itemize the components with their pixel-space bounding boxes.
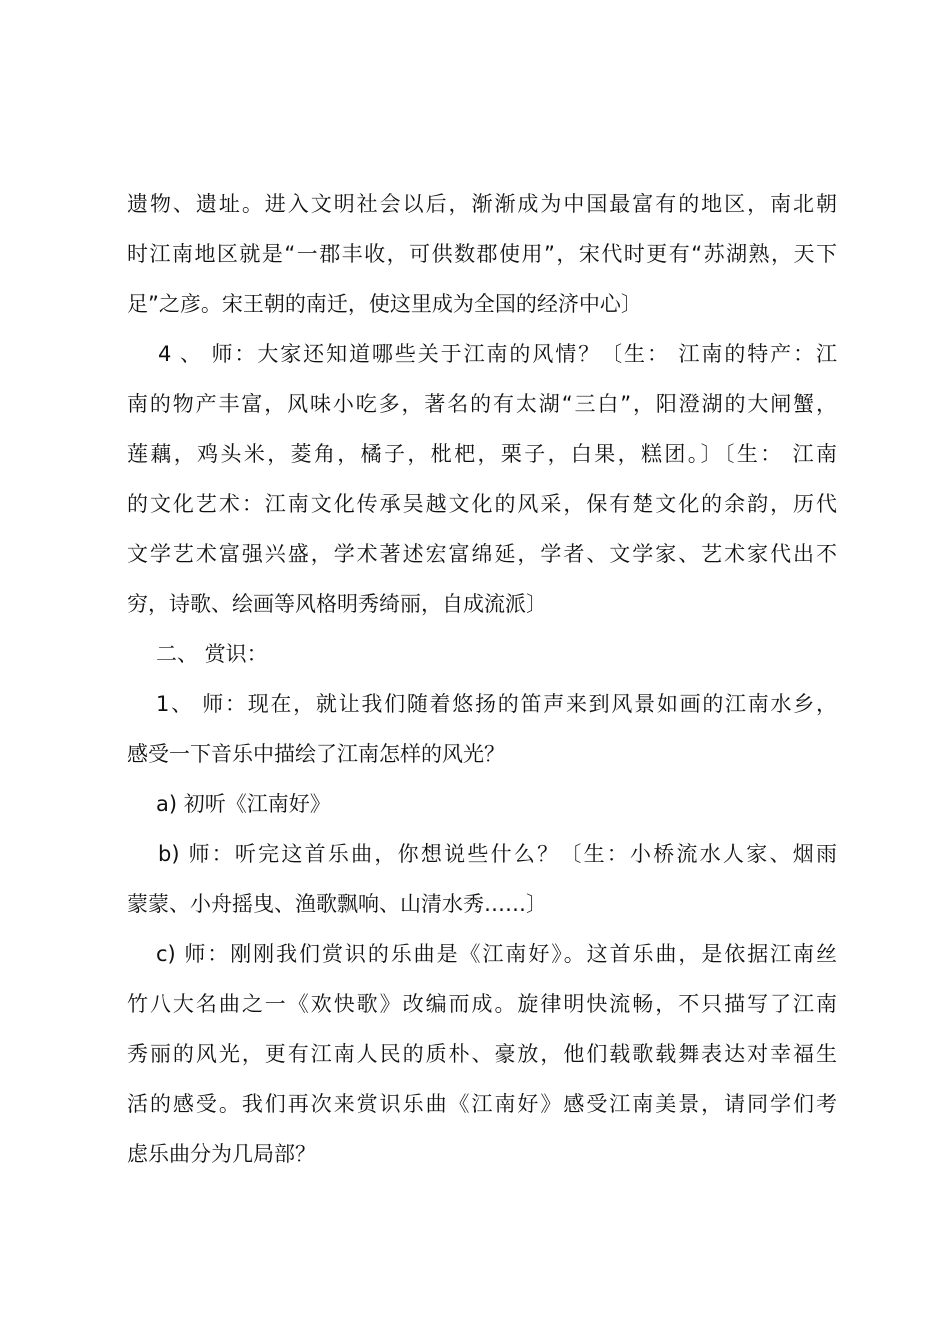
text-line-15: 蒙蒙、小舟摇曳、渔歌飘响、山清水秀……〕 [127, 892, 547, 916]
text-line-7: 的文化艺术：江南文化传承吴越文化的风采，保有楚文化的余韵，历代 [127, 492, 837, 516]
text-line-5: 南的物产丰富，风味小吃多，著名的有太湖“三白”，阳澄湖的大闸蟹， [127, 392, 837, 416]
text-line-3: 足”之彦。宋王朝的南迁，使这里成为全国的经济中心〕 [127, 292, 642, 316]
text-line-2: 时江南地区就是“一郡丰收，可供数郡使用”，宋代时更有“苏湖熟，天下 [127, 242, 837, 266]
text-line-8: 文学艺术富强兴盛，学术著述宏富绵延，学者、文学家、艺术家代出不 [127, 542, 837, 566]
text-line-11: 1、 师：现在，就让我们随着悠扬的笛声来到风景如画的江南水乡， [156, 692, 837, 716]
list-item-c: c) 师：刚刚我们赏识的乐曲是《江南好》。这首乐曲，是依据江南丝 [156, 942, 837, 966]
text-line-17: 竹八大名曲之一《欢快歌》改编而成。旋律明快流畅，不只描写了江南 [127, 992, 837, 1016]
section-heading: 二、 赏识： [156, 642, 268, 666]
text-line-6: 莲藕，鸡头米，菱角，橘子，枇杷，栗子，白果，糕团。〕〔生： 江南 [127, 442, 837, 466]
text-line-20: 虑乐曲分为几局部？ [127, 1142, 316, 1166]
text-line-12: 感受一下音乐中描绘了江南怎样的风光？ [127, 742, 505, 766]
text-line-1: 遗物、遗址。进入文明社会以后，渐渐成为中国最富有的地区，南北朝 [127, 192, 837, 216]
list-item-b: b) 师：听完这首乐曲，你想说些什么？〔生：小桥流水人家、烟雨 [158, 842, 837, 866]
text-line-18: 秀丽的风光，更有江南人民的质朴、豪放，他们载歌载舞表达对幸福生 [127, 1042, 837, 1066]
text-line-4: 4 、 师：大家还知道哪些关于江南的风情？〔生： 江南的特产：江 [158, 342, 837, 366]
list-item-a: a) 初听《江南好》 [156, 792, 331, 816]
text-line-19: 活的感受。我们再次来赏识乐曲《江南好》感受江南美景，请同学们考 [127, 1092, 837, 1116]
text-line-9: 穷，诗歌、绘画等风格明秀绮丽，自成流派〕 [127, 592, 547, 616]
